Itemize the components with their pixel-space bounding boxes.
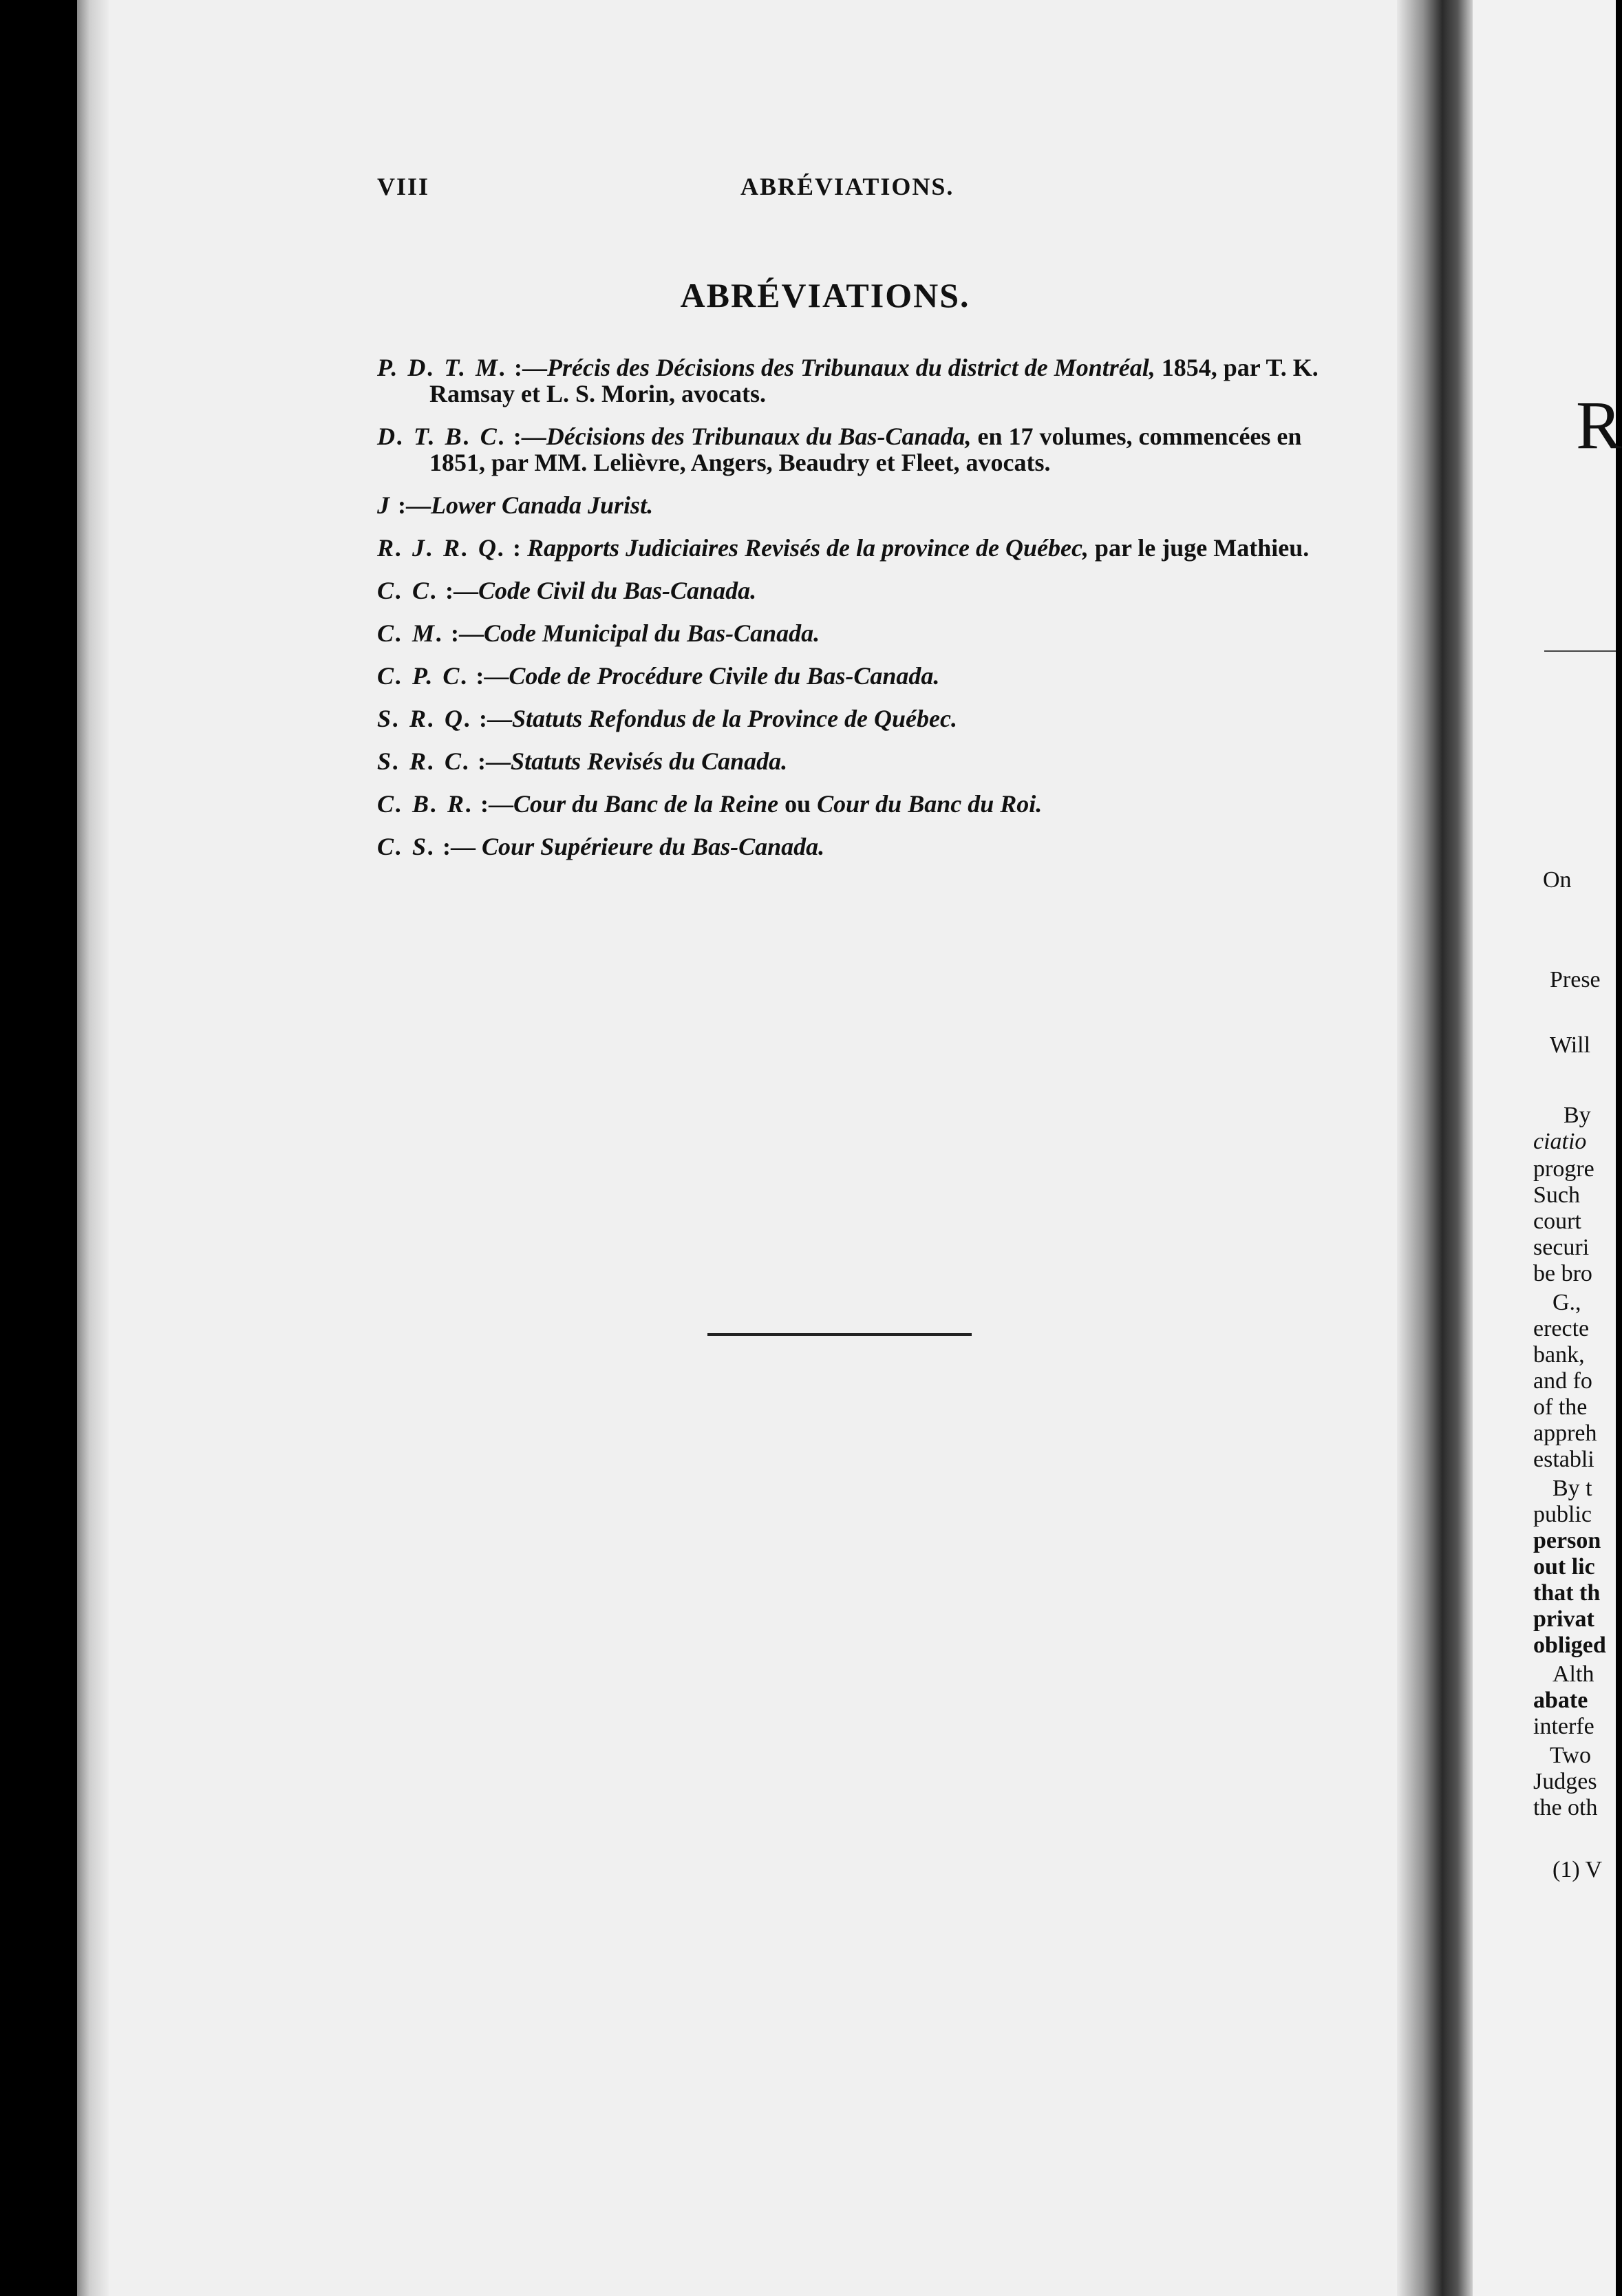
abbreviation-list [377, 354, 1334, 876]
facing-page-fragment: interfe [1533, 1714, 1594, 1739]
abbreviation-entry [377, 791, 1334, 817]
entry-separator: :— [436, 833, 482, 860]
page-edge-shadow [77, 0, 109, 2296]
abbreviation-code: J [377, 491, 392, 519]
facing-page-fragment: Two [1550, 1743, 1591, 1768]
facing-page-fragment: securi [1533, 1235, 1590, 1260]
page-title: ABRÉVIATIONS. [680, 276, 970, 315]
abbreviation-code: C. B. R. [377, 790, 475, 818]
abbreviation-code: S. R. C. [377, 747, 472, 775]
entry-detail: 1854, par T. K. Ramsay et L. S. Morin, avocats. [429, 354, 1319, 407]
facing-page-fragment: G., [1552, 1290, 1581, 1315]
facing-page-fragment: obliged [1533, 1633, 1606, 1658]
abbreviation-code: C. M. [377, 619, 445, 647]
entry-title: Lower Canada Jurist. [431, 491, 654, 519]
entry-title: Code Municipal du Bas-Canada. [484, 619, 820, 647]
facing-page-fragment: of the [1533, 1394, 1588, 1420]
entry-separator: :— [474, 790, 514, 818]
abbreviation-entry [377, 748, 1334, 774]
abbreviation-entry [377, 577, 1334, 604]
facing-page-fragment: Judges [1533, 1769, 1597, 1794]
entry-separator: :— [471, 747, 511, 775]
abbreviation-entry [377, 620, 1334, 646]
facing-page [1473, 0, 1622, 2296]
entry-title: Code Civil du Bas-Canada. [478, 577, 757, 604]
facing-page-fragment: be bro [1533, 1261, 1592, 1286]
closing-rule [707, 1333, 972, 1336]
facing-page-fragment: the oth [1533, 1795, 1598, 1820]
abbreviation-code: R. J. R. Q. [377, 534, 507, 562]
facing-page-fragment: Will [1550, 1032, 1591, 1058]
entry-title-alt: Cour du Banc du Roi. [817, 790, 1043, 818]
abbreviation-code: S. R. Q. [377, 705, 473, 732]
page-number: VIII [377, 173, 430, 200]
entry-separator: :— [473, 705, 513, 732]
running-header [377, 172, 1341, 213]
facing-page-fragment: Alth [1552, 1661, 1594, 1687]
entry-detail: par le juge Mathieu. [1088, 534, 1310, 562]
entry-title: Code de Procédure Civile du Bas-Canada. [509, 662, 940, 690]
facing-page-fragment: establi [1533, 1447, 1594, 1472]
facing-page-fragment: abate [1533, 1688, 1588, 1713]
entry-separator: :— [508, 354, 548, 381]
running-title: ABRÉVIATIONS. [740, 173, 954, 200]
facing-page-fragment: out lic [1533, 1554, 1595, 1580]
facing-page-fragment: appreh [1533, 1421, 1597, 1446]
facing-page-fragment: court [1533, 1209, 1581, 1234]
entry-title: Rapports Judiciaires Revisés de la province de Québec, [527, 534, 1089, 562]
facing-page-fragment: progre [1533, 1156, 1594, 1182]
abbreviation-entry [377, 705, 1334, 732]
facing-page-fragment: privat [1533, 1606, 1594, 1632]
entry-detail: en 17 volumes, commencées en 1851, par MM. Lelièvre, Angers, Beaudry et Fleet, avocats. [429, 423, 1302, 476]
entry-separator: : [506, 534, 528, 562]
abbreviation-entry [377, 423, 1334, 476]
entry-separator: :— [392, 491, 431, 519]
facing-page-fragment: By [1564, 1103, 1591, 1128]
facing-page-fragment: Prese [1550, 967, 1601, 992]
abbreviation-entry [377, 535, 1334, 561]
entry-title: Statuts Revisés du Canada. [511, 747, 788, 775]
abbreviation-code: C. P. C. [377, 662, 470, 690]
abbreviation-code: C. S. [377, 833, 437, 860]
entry-separator: :— [469, 662, 509, 690]
entry-title: Cour Supérieure du Bas-Canada. [482, 833, 825, 860]
facing-page-fragment: and fo [1533, 1368, 1592, 1394]
entry-title: Cour du Banc de la Reine [513, 790, 779, 818]
entry-separator: :— [506, 423, 546, 450]
facing-page-fragment: By t [1552, 1476, 1592, 1501]
facing-page-fragment: public [1533, 1502, 1592, 1527]
facing-page-rule [1544, 650, 1616, 652]
book-gutter [1397, 0, 1473, 2296]
facing-page-fragment: On [1543, 867, 1572, 893]
entry-separator: :— [439, 577, 479, 604]
facing-page-fragment: bank, [1533, 1342, 1585, 1368]
facing-page-fragment: Such [1533, 1182, 1580, 1208]
entry-title: Statuts Refondus de la Province de Québec. [512, 705, 957, 732]
facing-page-fragment: ciatio [1533, 1129, 1587, 1154]
facing-page-fragment: that th [1533, 1580, 1601, 1606]
facing-page-fragment: (1) V [1552, 1857, 1603, 1882]
abbreviation-entry [377, 492, 1334, 518]
facing-page-fragment: person [1533, 1528, 1601, 1553]
abbreviation-entry [377, 833, 1334, 860]
entry-detail: ou [778, 790, 818, 818]
facing-page-fragment: erecte [1533, 1316, 1590, 1341]
abbreviation-code: P. D. T. M. [377, 354, 509, 381]
abbreviation-code: C. C. [377, 577, 440, 604]
entry-separator: :— [445, 619, 484, 647]
abbreviation-code: D. T. B. C. [377, 423, 507, 450]
abbreviation-entry [377, 354, 1334, 407]
entry-title: Décisions des Tribunaux du Bas-Canada, [546, 423, 972, 450]
abbreviation-entry [377, 663, 1334, 689]
entry-title: Précis des Décisions des Tribunaux du district de Montréal, [547, 354, 1155, 381]
facing-page-initial: R [1576, 387, 1622, 463]
left-page [77, 0, 1426, 2296]
